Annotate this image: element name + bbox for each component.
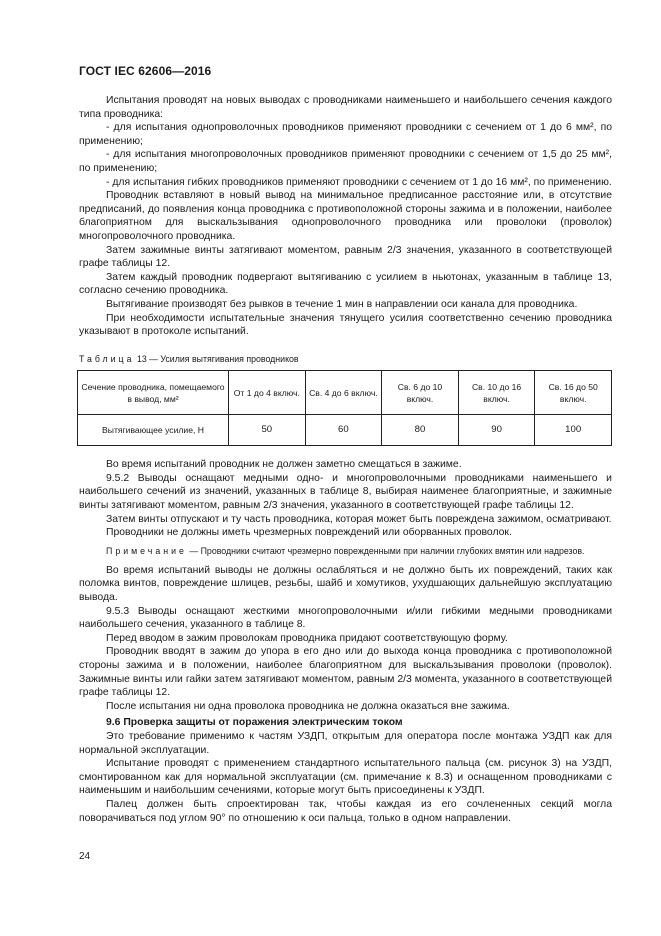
paragraph: 9.5.2 Выводы оснащают медными одно- и многопроволочными проводниками наименьшего и наибольшего сечений из значений, указанных в таблице 8, выбирая наименее благоприятные, и зажимные винты затягивают моментом, равным 2/3 значения, указанного в соответствующей графе таблицы 12. (79, 472, 612, 512)
section-heading: 9.6 Проверка защиты от поражения электрическим током (106, 717, 403, 729)
paragraph: Это требование применимо к частям УЗДП, открытым для оператора после монтажа УЗДП как для нормальной эксплуатации. (79, 730, 612, 756)
paragraph: - для испытания однопроволочных проводников применяют проводники с сечением от 1 до 6 мм², по применению; (79, 122, 612, 147)
table-cell: 50 (229, 415, 306, 446)
paragraph: При необходимости испытательные значения тянущего усилия соответственно сечению проводника указывают в протоколе испытаний. (79, 312, 612, 338)
paragraph: Затем каждый проводник подвергают вытягиванию с усилием в ньютонах, указанным в таблице 13, согласно сечению проводника. (79, 271, 612, 297)
page-number: 24 (79, 851, 91, 862)
note-label: Примечание (106, 545, 187, 556)
paragraph: Проводник вводят в зажим до упора в его дно или до выхода конца проводника с противоположной стороны зажима и в положении, наиболее благоприятном для выскальзывания проволоки (проволок). Зажимные винты или гайки затем затягивают моментом, равным 2/3 момента, указанного в соответствующей графе таблицы 12. (79, 646, 612, 699)
note-text: — Проводники считают чрезмерно поврежденными при наличии глубоких вмятин или надрезов. (186, 545, 585, 556)
paragraph: Проводники не должны иметь чрезмерных повреждений или оборванных проволок. (106, 527, 512, 539)
table-header-cell: Сечение проводника, помещаемого в вывод, мм² (78, 371, 229, 415)
note (79, 545, 612, 558)
paragraph: Перед вводом в зажим проволокам проводника придают соответствующую форму. (106, 632, 508, 644)
document-body (79, 94, 612, 825)
pull-force-table (77, 370, 612, 446)
paragraph: Затем винты отпускают и ту часть проводника, которая может быть повреждена зажимом, осматривают. (106, 513, 612, 525)
paragraph: Проводник вставляют в новый вывод на минимальное предписанное расстояние или, в отсутствие предписаний, до появления конца проводника с противоположной стороны зажима и в положении, наиболее благоприятном для выскальзывания однопроволочного проводника или проволоки (проволок) многопроволочного проводника. (79, 190, 612, 242)
table-row (78, 415, 612, 446)
table-header-cell: От 1 до 4 включ. (229, 371, 306, 415)
paragraph: Испытания проводят на новых выводах с проводниками наименьшего и наибольшего сечения каждого типа проводника: (79, 95, 612, 120)
table-caption-text: 13 — Усилия вытягивания проводников (134, 353, 299, 364)
table-header-cell: Св. 16 до 50 включ. (535, 371, 612, 415)
table-header-cell: Св. 4 до 6 включ. (305, 371, 382, 415)
paragraph: Испытание проводят с применением стандартного испытательного пальца (см. рисунок 3) на УЗДП, смонтированном как для нормальной эксплуатации (см. примечание к 8.3) и оснащенном проводниками с наименьшим и наибольшим сечениями, которые могут быть присоединены к УЗДП. (79, 758, 612, 797)
table-header-cell: Св. 6 до 10 включ. (382, 371, 459, 415)
table-row-label: Вытягивающее усилие, Н (78, 415, 229, 446)
table-caption (79, 353, 612, 367)
paragraph: Во время испытаний проводник не должен заметно смещаться в зажиме. (106, 459, 462, 471)
paragraph: Палец должен быть спроектирован так, чтобы каждая из его сочлененных секций могла поворачиваться под углом 90° по отношению к оси пальца, только в одном направлении. (79, 798, 612, 824)
paragraph: - для испытания гибких проводников применяют проводники с сечением от 1 до 16 мм², по применению. (106, 176, 612, 188)
paragraph: Вытягивание производят без рывков в течение 1 мин в направлении оси канала для проводника. (106, 298, 578, 310)
table-cell: 60 (305, 415, 382, 446)
table-header-cell: Св. 10 до 16 включ. (458, 371, 535, 415)
paragraph: - для испытания многопроволочных проводников применяют проводники с сечением от 1,5 до 25 мм², по применению; (79, 149, 612, 174)
table-cell: 80 (382, 415, 459, 446)
document-header: ГОСТ IEC 62606—2016 (79, 64, 212, 78)
paragraph: Во время испытаний выводы не должны ослабляться и не должно быть их повреждений, таких как поломка винтов, повреждение шлицев, резьбы, шайб и хомутиков, ухудшающих дальнейшую эксплуатацию вывода. (79, 564, 612, 604)
table-header-row (78, 371, 612, 415)
table-caption-label: Таблица (79, 353, 135, 364)
table-cell: 90 (458, 415, 535, 446)
paragraph: После испытания ни одна проволока проводника не должна оказаться вне зажима. (106, 700, 510, 712)
paragraph: 9.5.3 Выводы оснащают жесткими многопроволочными и/или гибкими медными проводниками наибольшего сечения, указанного в таблице 8. (79, 605, 612, 631)
paragraph: Затем зажимные винты затягивают моментом, равным 2/3 значения, указанного в соответствующей графе таблицы 12. (79, 244, 612, 270)
table-cell: 100 (535, 415, 612, 446)
